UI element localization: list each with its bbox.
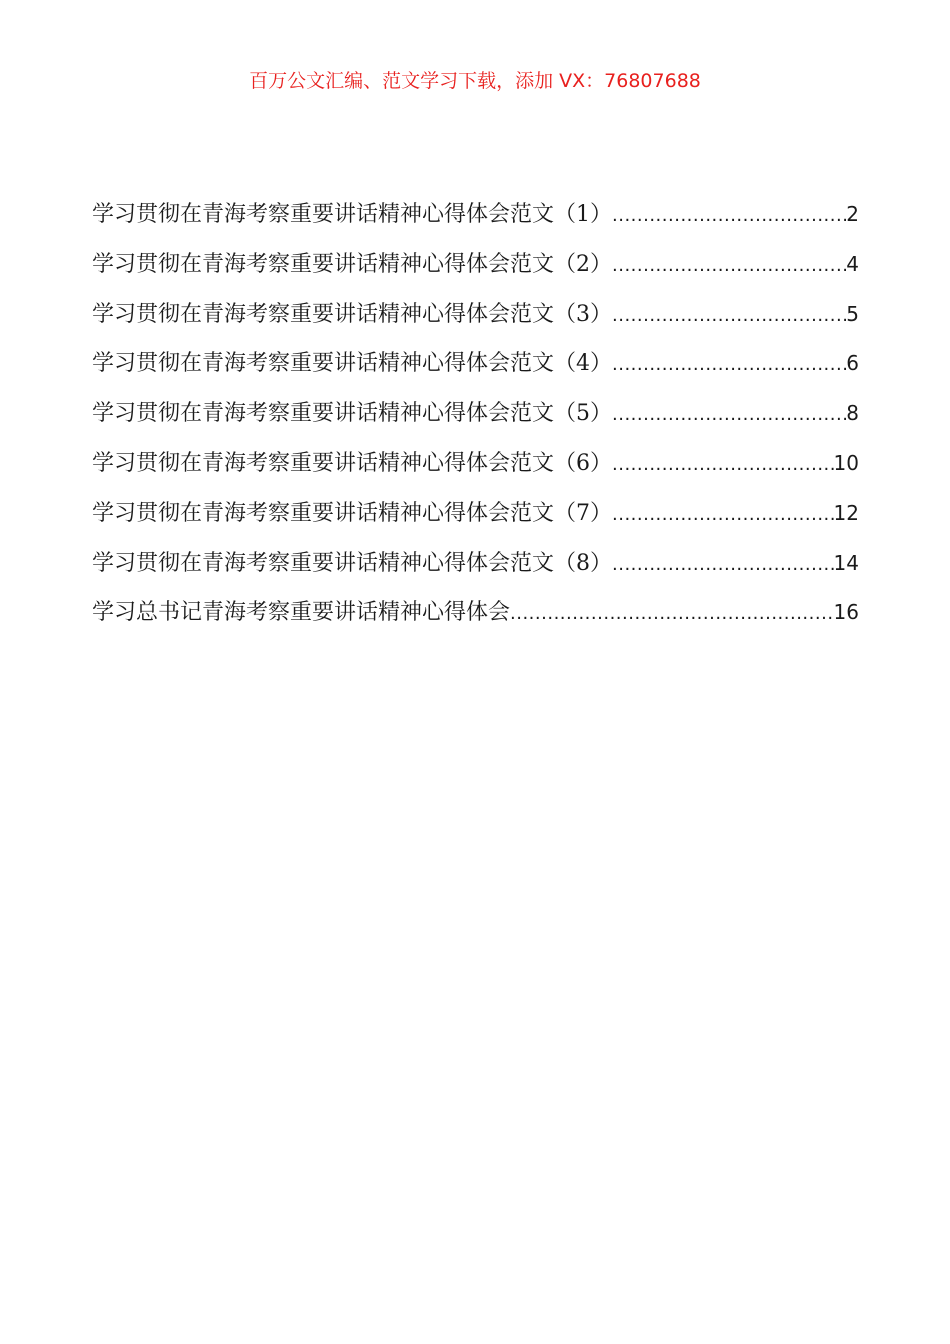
- toc-entry[interactable]: [92, 395, 859, 445]
- toc-entry[interactable]: [92, 594, 859, 644]
- toc-dot-leader: [612, 248, 846, 284]
- toc-entry[interactable]: [92, 545, 859, 595]
- toc-dot-leader: [510, 596, 834, 632]
- toc-entry-title: 学习贯彻在青海考察重要讲话精神心得体会范文（7）: [92, 500, 612, 526]
- toc-dot-leader: [612, 447, 834, 483]
- toc-page-number: 10: [833, 450, 859, 475]
- toc-page-number: 14: [833, 550, 859, 575]
- toc-page-number: 16: [833, 600, 859, 625]
- toc-entry[interactable]: [92, 296, 859, 346]
- toc-entry-title: 学习贯彻在青海考察重要讲话精神心得体会范文（1）: [92, 202, 612, 227]
- toc-entry[interactable]: [92, 345, 859, 395]
- toc-entry[interactable]: [92, 495, 859, 545]
- toc-dot-leader: [612, 497, 834, 533]
- toc-page-number: 6: [846, 351, 859, 376]
- toc-dot-leader: [612, 347, 846, 383]
- toc-page-number: 2: [846, 202, 859, 226]
- toc-page-number: 12: [833, 500, 859, 525]
- toc-entry-title: 学习贯彻在青海考察重要讲话精神心得体会范文（4）: [92, 351, 612, 377]
- toc-page-number: 8: [846, 401, 859, 426]
- toc-dot-leader: [612, 198, 846, 234]
- toc-entry-title: 学习贯彻在青海考察重要讲话精神心得体会范文（6）: [92, 450, 612, 476]
- toc-entry[interactable]: [92, 445, 859, 495]
- toc-dot-leader: [612, 547, 834, 583]
- table-of-contents: [92, 196, 859, 644]
- toc-page-number: 5: [846, 301, 859, 326]
- toc-entry[interactable]: [92, 246, 859, 296]
- toc-entry-title: 学习贯彻在青海考察重要讲话精神心得体会范文（8）: [92, 550, 612, 576]
- toc-entry-title: 学习贯彻在青海考察重要讲话精神心得体会范文（3）: [92, 301, 612, 327]
- toc-entry-title: 学习总书记青海考察重要讲话精神心得体会: [92, 600, 511, 626]
- toc-page-number: 4: [846, 251, 859, 276]
- toc-dot-leader: [612, 397, 846, 433]
- page-header-notice: 百万公文汇编、范文学习下载，添加 VX：76807688: [249, 70, 701, 92]
- toc-dot-leader: [612, 298, 846, 334]
- toc-entry[interactable]: [92, 196, 859, 246]
- toc-entry-title: 学习贯彻在青海考察重要讲话精神心得体会范文（5）: [92, 401, 612, 427]
- toc-entry-title: 学习贯彻在青海考察重要讲话精神心得体会范文（2）: [92, 251, 612, 277]
